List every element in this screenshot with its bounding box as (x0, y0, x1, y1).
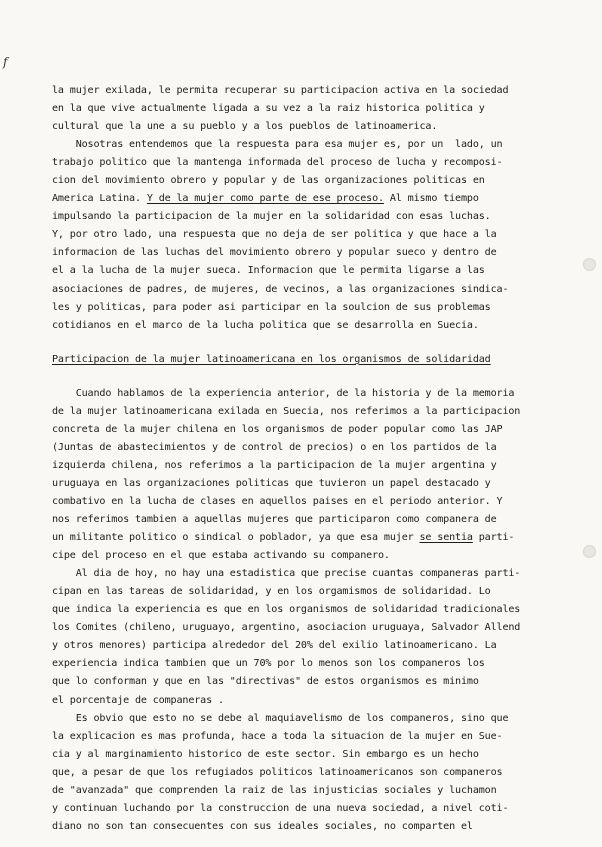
text-segment: America Latina. (52, 193, 147, 205)
paragraph-1 (52, 82, 564, 136)
text-line: cion del movimiento obrero y popular y de las organizaciones politicas en (52, 175, 485, 187)
text-line: la explicacion es mas profunda, hace a toda la situacion de la mujer en Sue- (52, 730, 503, 742)
text-line: experiencia indica tambien que un 70% por lo menos son los companeros los (52, 658, 485, 670)
text-line: informacion de las luchas del movimiento obrero y popular sueco y dentro de (52, 247, 497, 259)
text-line: cia y al marginamiento historico de este sector. Sin embargo es un hecho (52, 748, 479, 760)
text-line: cultural que la une a su pueblo y a los pueblos de latinoamerica. (52, 121, 438, 133)
text-line: cipan en las tareas de solidaridad, y en los orgamismos de solidaridad. Lo (52, 586, 491, 598)
text-line: el a la lucha de la mujer sueca. Informacion que le permita ligarse a las (52, 265, 485, 277)
text-line: y otros menores) participa alrededor del 20% del exilio latinoamericano. La (52, 640, 497, 652)
text-line: Cuando hablamos de la experiencia anterior, de la historia y de la memoria (52, 387, 515, 399)
text-line (52, 190, 564, 208)
text-line: les y politicas, para poder asi participar en la soulcion de sus problemas (52, 301, 491, 313)
text-line: el porcentaje de companeras . (52, 694, 224, 706)
margin-mark: f (3, 55, 8, 69)
text-line: de la mujer latinoamericana exilada en Suecia, nos referimos a la participacion (52, 405, 521, 417)
text-line: que, a pesar de que los refugiados politicos latinoamericanos son companeros (52, 766, 503, 778)
underlined-phrase: se sentia (419, 532, 473, 544)
text-line: impulsando la participacion de la mujer en la solidaridad con esas luchas. (52, 211, 491, 223)
text-line: Nosotras entendemos que la respuesta para esa mujer es, por un lado, un (52, 139, 503, 151)
text-line: Y, por otro lado, una respuesta que no deja de ser politica y que hace a la (52, 229, 497, 241)
text-segment: Al mismo tiempo (383, 193, 479, 205)
text-line: y continuan luchando por la construccion de una nueva sociedad, a nivel coti- (52, 802, 509, 814)
text-line: Al dia de hoy, no hay una estadistica que precise cuantas companeras parti- (52, 568, 521, 580)
text-line: nos referimos tambien a aquellas mujeres que participaron como companera de (52, 514, 497, 526)
punch-hole (583, 545, 596, 558)
text-line (52, 529, 564, 547)
text-line: los Comites (chileno, uruguayo, argentino, asociacion uruguaya, Salvador Allend (52, 622, 521, 634)
text-line: Es obvio que esto no se debe al maquiavelismo de los companeros, sino que (52, 712, 509, 724)
text-line: concreta de la mujer chilena en los organismos de poder popular como las JAP (52, 423, 503, 435)
text-line: cotidianos en el marco de la lucha politica que se desarrolla en Suecia. (52, 319, 479, 331)
text-segment: un militante politico o sindical o poblador, ya que esa mujer (52, 532, 420, 544)
text-line: combativo en la lucha de clases en aquellos paises en el periodo anterior. Y (52, 495, 503, 507)
document-body (52, 82, 564, 836)
text-line: asociaciones de padres, de mujeres, de vecinos, a las organizaciones sindica- (52, 283, 509, 295)
text-line: uruguaya en las organizaciones politicas que tuvieron un papel destacado y (52, 477, 491, 489)
text-line: que lo conforman y que en las "directivas" de estos organismos es minimo (52, 676, 479, 688)
punch-hole (583, 258, 596, 271)
text-line: diano no son tan consecuentes con sus ideales sociales, no comparten el (52, 820, 473, 832)
section-heading: Participacion de la mujer latinoamericana en los organismos de solidaridad (52, 353, 491, 365)
paragraph-5 (52, 710, 564, 836)
text-line: trabajo politico que la mantenga informada del proceso de lucha y recomposi- (52, 157, 503, 169)
paragraph-2 (52, 136, 564, 335)
text-line: la mujer exilada, le permita recuperar su participacion activa en la sociedad (52, 85, 509, 96)
text-line: cipe del proceso en el que estaba activando su companero. (52, 550, 390, 562)
text-line: en la que vive actualmente ligada a su vez a la raiz historica politica y (52, 103, 485, 115)
text-line: de "avanzada" que comprenden la raiz de las injusticias sociales y luchamon (52, 784, 497, 796)
underlined-phrase: Y de la mujer como parte de ese proceso. (146, 193, 384, 205)
paragraph-3 (52, 385, 564, 565)
paragraph-4 (52, 565, 564, 709)
text-line: (Juntas de abastecimientos y de control de precios) o en los partidos de la (52, 441, 497, 453)
text-line: izquierda chilena, nos referimos a la participacion de la mujer argentina y (52, 459, 497, 471)
text-segment: parti- (472, 532, 515, 544)
text-line: que indica la experiencia es que en los organismos de solidaridad tradicionales (52, 604, 521, 616)
